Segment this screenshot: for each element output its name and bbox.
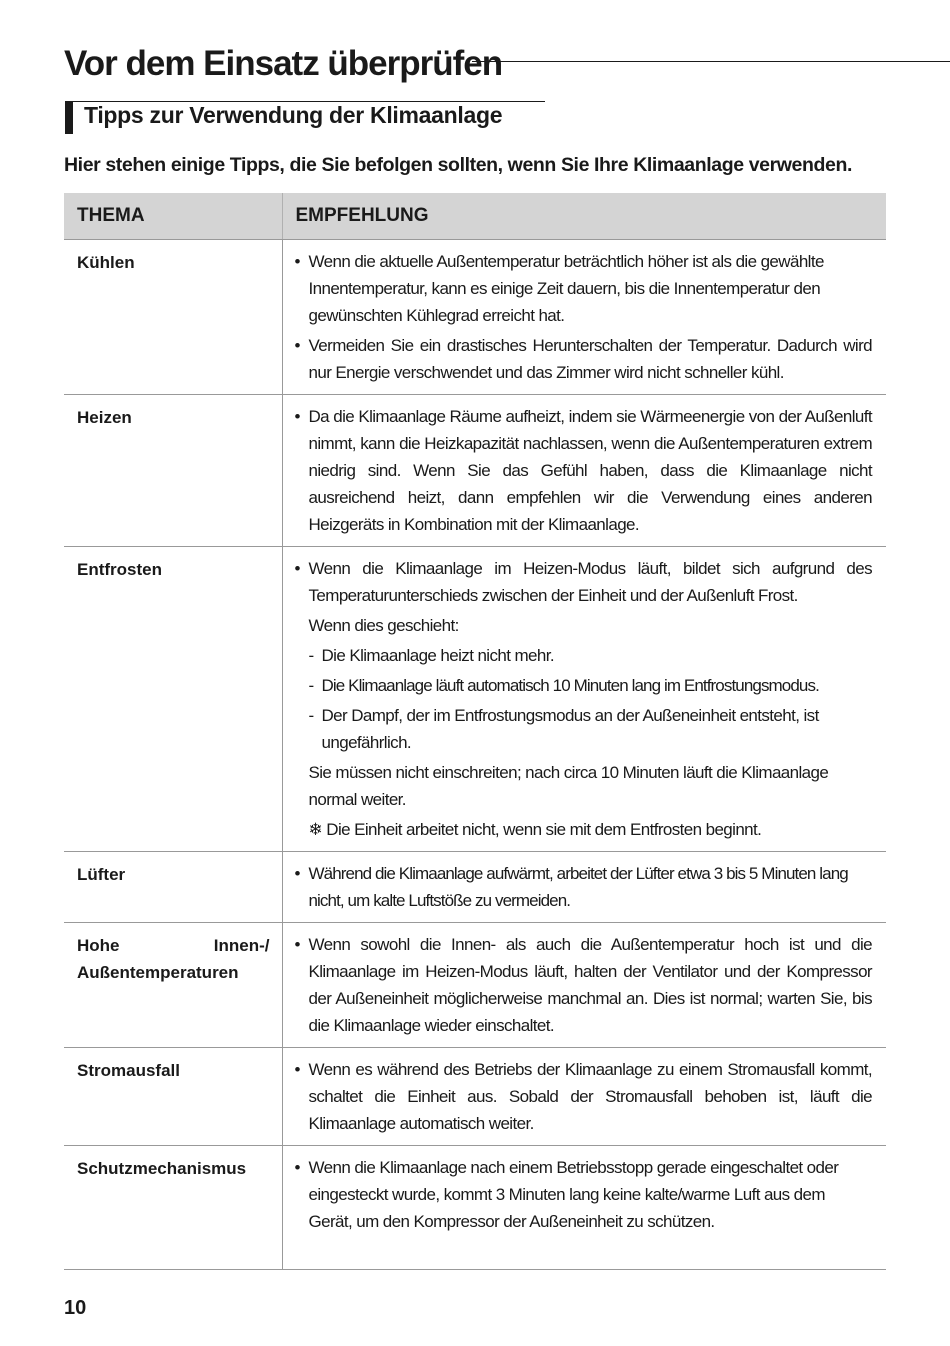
intro-text: Hier stehen einige Tipps, die Sie befolgen sollten, wenn Sie Ihre Klimaanlage verwenden. (64, 154, 852, 176)
title-rule (472, 61, 950, 62)
defrost-when-label: Wenn dies geschieht: (308, 616, 459, 635)
list-item: • Wenn sowohl die Innen- als auch die Außentemperatur hoch ist und die Klimaanlage im Heizen-Modus läuft, halten der Ventilator und der Kompressor der Außeneinheit möglicherweise manchmal an. Dies ist normal; warten Sie, bis die Klimaanlage wieder einschaltet. (295, 931, 873, 1039)
row-recommendation-heating (282, 395, 886, 547)
table-row (64, 547, 886, 852)
row-topic-defrost: Entfrosten (64, 547, 282, 852)
topic-line1-a: Hohe (77, 936, 120, 955)
table-row (64, 852, 886, 923)
list-item: • Wenn die Klimaanlage nach einem Betriebsstopp gerade eingeschaltet oder eingesteckt wurde, kommt 3 Minuten lang keine kalte/warme Luft aus dem Gerät, um den Kompressor der Außeneinheit zu schützen. (295, 1154, 873, 1235)
row-topic-power-failure: Stromausfall (64, 1048, 282, 1146)
table-row (64, 1048, 886, 1146)
section-title: Tipps zur Verwendung der Klimaanlage (84, 102, 503, 128)
list-item: • Wenn die aktuelle Außentemperatur beträchtlich höher ist als die gewählte Innentemperatur, kann es einige Zeit dauern, bis die Innentemperatur den gewünschten Kühlegrad erreicht hat. (295, 248, 873, 329)
row-recommendation-cooling (282, 240, 886, 395)
row-topic-cooling: Kühlen (64, 240, 282, 395)
table-row (64, 1146, 886, 1270)
row-recommendation-defrost (282, 547, 886, 852)
topic-line2: Außentemperaturen (77, 963, 239, 982)
sub-list-item: - Der Dampf, der im Entfrostungsmodus an der Außeneinheit entsteht, ist ungefährlich. (295, 702, 873, 756)
list-item: • Wenn es während des Betriebs der Klimaanlage zu einem Stromausfall kommt, schaltet die Einheit aus. Sobald der Stromausfall behoben ist, läuft die Klimaanlage automatisch weiter. (295, 1056, 873, 1137)
sub-list-item: - Die Klimaanlage heizt nicht mehr. (295, 642, 873, 669)
header-topic: THEMA (64, 193, 282, 240)
defrost-note: ❄ Die Einheit arbeitet nicht, wenn sie mit dem Entfrosten beginnt. (308, 820, 762, 839)
page-title: Vor dem Einsatz überprüfen (64, 44, 503, 83)
page-number: 10 (64, 1297, 87, 1319)
list-item: • Vermeiden Sie ein drastisches Herunterschalten der Temperatur. Dadurch wird nur Energie verschwendet und das Zimmer wird nicht schneller kühl. (295, 332, 873, 386)
row-recommendation-fan (282, 852, 886, 923)
list-item: • Während die Klimaanlage aufwärmt, arbeitet der Lüfter etwa 3 bis 5 Minuten lang nicht, um kalte Luftstöße zu vermeiden. (295, 860, 873, 914)
row-recommendation-protection (282, 1146, 886, 1270)
list-item: • Wenn die Klimaanlage im Heizen-Modus läuft, bildet sich aufgrund des Temperaturunterschieds zwischen der Einheit und der Außenluft Frost. (295, 555, 873, 609)
row-topic-heating: Heizen (64, 395, 282, 547)
table-row (64, 240, 886, 395)
list-item: • Da die Klimaanlage Räume aufheizt, indem sie Wärmeenergie von der Außenluft nimmt, kann die Heizkapazität nachlassen, wenn die Außentemperaturen extrem niedrig sind. Wenn Sie das Gefühl haben, dass die Klimaanlage nicht ausreichend heizt, dann empfehlen wir die Verwendung eines anderen Heizgeräts in Kombination mit der Klimaanlage. (295, 403, 873, 538)
row-topic-fan: Lüfter (64, 852, 282, 923)
table-row (64, 923, 886, 1048)
defrost-after-text: Sie müssen nicht einschreiten; nach circa 10 Minuten läuft die Klimaanlage normal weiter. (308, 763, 829, 809)
table-header-row (64, 193, 886, 240)
row-recommendation-power-failure (282, 1048, 886, 1146)
tips-table (64, 193, 886, 1270)
row-topic-protection: Schutzmechanismus (64, 1146, 282, 1270)
section-marker (65, 101, 73, 134)
table-row (64, 395, 886, 547)
sub-list-item: - Die Klimaanlage läuft automatisch 10 Minuten lang im Entfrostungsmodus. (295, 672, 873, 699)
header-recommendation: EMPFEHLUNG (282, 193, 886, 240)
row-recommendation-high-temperatures (282, 923, 886, 1048)
topic-line1-b: Innen-/ (213, 936, 270, 955)
row-topic-high-temperatures (64, 923, 282, 1048)
